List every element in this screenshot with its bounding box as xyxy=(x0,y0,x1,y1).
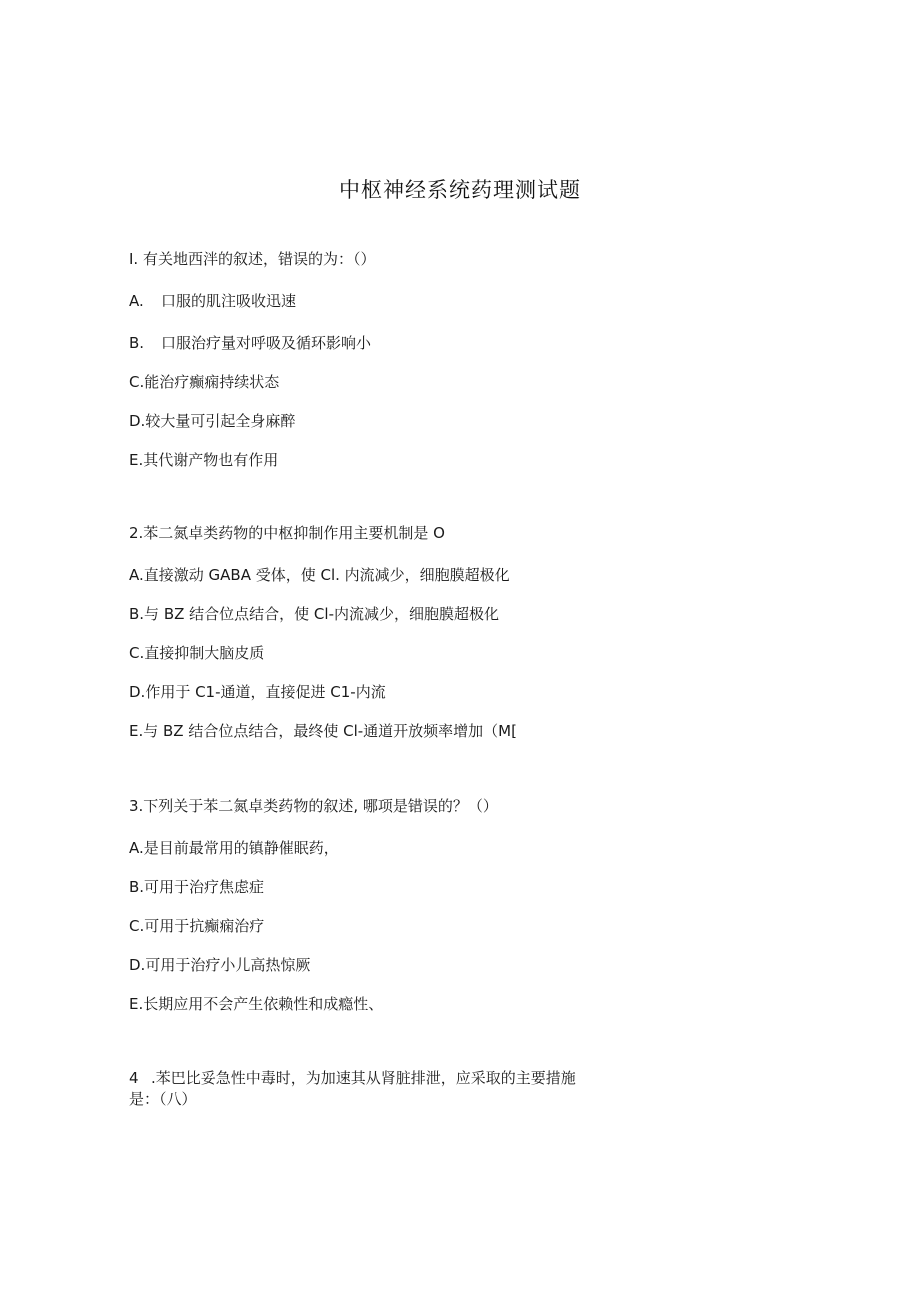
option-text: 口服的肌注吸收迅速 xyxy=(161,292,297,310)
option-letter: A. xyxy=(129,292,144,310)
option-text: 口服治疗量对呼吸及循环影响小 xyxy=(161,334,372,352)
question-2-option-c: C.直接抑制大脑皮质 xyxy=(129,644,265,662)
question-4-number: 4 xyxy=(129,1069,139,1087)
question-3-stem: 3.下列关于苯二氮卓类药物的叙述, 哪项是错误的？（） xyxy=(129,797,498,815)
question-3-option-c: C.可用于抗癫痫治疗 xyxy=(129,917,265,935)
question-2-option-d: D.作用于 C1-通道，直接促进 C1-内流 xyxy=(129,683,386,701)
question-3-option-d: D.可用于治疗小儿高热惊厥 xyxy=(129,956,311,974)
question-3-option-b: B.可用于治疗焦虑症 xyxy=(129,878,265,896)
question-2-option-a: A.直接激动 GABA 受体，使 Cl. 内流减少，细胞膜超极化 xyxy=(129,566,510,584)
question-1-option-e: E.其代谢产物也有作用 xyxy=(129,451,279,469)
question-2-option-e: E.与 BZ 结合位点结合，最终使 Cl-通道开放频率增加（M[ xyxy=(129,722,517,740)
question-4-stem-line-1 xyxy=(129,1068,576,1088)
question-4-stem-text: .苯巴比妥急性中毒时，为加速其从肾脏排泄，应采取的主要措施 xyxy=(151,1069,576,1087)
page-title: 中枢神经系统药理测试题 xyxy=(339,178,581,202)
option-letter: B. xyxy=(129,334,145,352)
question-1-option-c: C.能治疗癫痫持续状态 xyxy=(129,373,280,391)
question-3-option-a: A.是目前最常用的镇静催眠药， xyxy=(129,839,339,857)
question-2-option-b: B.与 BZ 结合位点结合，使 Cl-内流减少，细胞膜超极化 xyxy=(129,605,499,623)
question-3-option-e: E.长期应用不会产生依赖性和成瘾性、 xyxy=(129,995,384,1013)
question-1-option-b xyxy=(129,333,371,353)
question-4-stem-line-2: 是：（八） xyxy=(129,1090,197,1108)
question-1-stem: I. 有关地西泮的叙述，错误的为：（） xyxy=(129,250,376,268)
question-2-stem: 2.苯二氮卓类药物的中枢抑制作用主要机制是 O xyxy=(129,524,445,542)
question-1-option-d: D.较大量可引起全身麻醉 xyxy=(129,412,296,430)
question-1-option-a xyxy=(129,291,296,311)
